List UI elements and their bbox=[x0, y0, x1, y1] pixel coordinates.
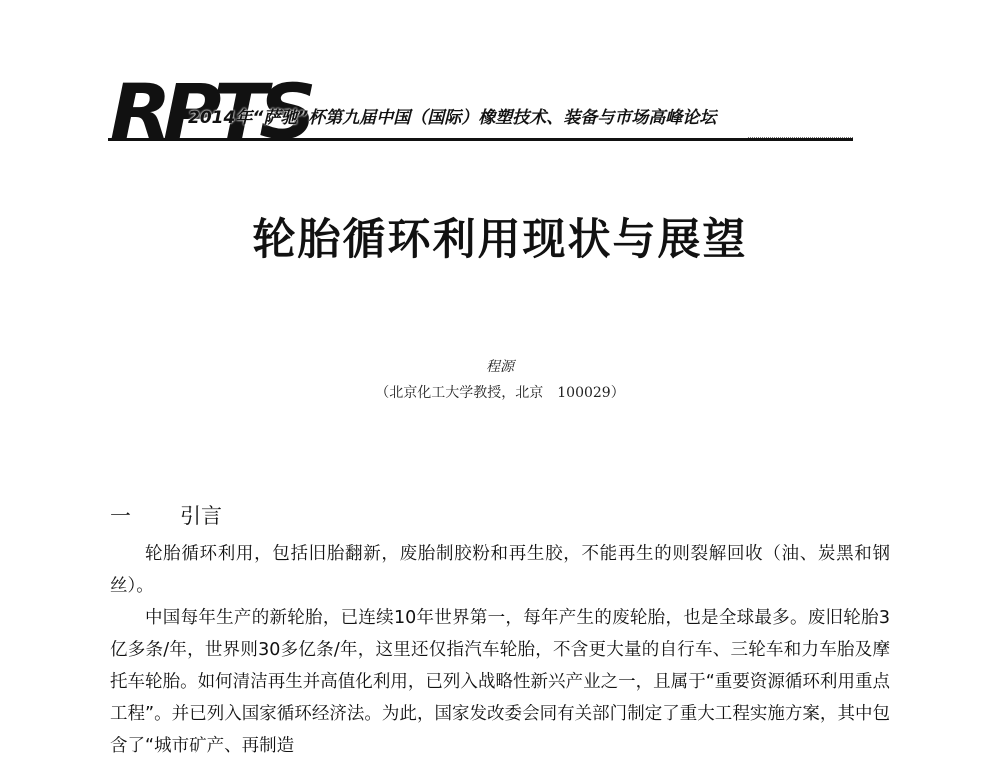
body-text bbox=[110, 538, 890, 762]
paragraph: 轮胎循环利用，包括旧胎翻新，废胎制胶粉和再生胶，不能再生的则裂解回收（油、炭黑和钢丝）。 bbox=[110, 544, 890, 596]
paragraph: 中国每年生产的新轮胎，已连续10年世界第一，每年产生的废轮胎，也是全球最多。废旧轮胎3亿多条/年，世界则30多亿条/年，这里还仅指汽车轮胎，不含更大量的自行车、三轮车和力车胎及摩托车轮胎。如何清洁再生并高值化利用，已列入战略性新兴产业之一，且属于“重要资源循环利用重点工程”。并已列入国家循环经济法。为此，国家发改委会同有关部门制定了重大工程实施方案，其中包含了“城市矿产、再制造 bbox=[110, 608, 890, 756]
section-number: 一 bbox=[110, 504, 131, 528]
conference-title: 2014年“萨驰”杯第九届中国（国际）橡塑技术、装备与市场高峰论坛 bbox=[188, 108, 717, 128]
author-name: 程源 bbox=[486, 359, 514, 375]
rpts-logo: RPTS bbox=[110, 67, 309, 156]
article-title: 轮胎循环利用现状与展望 bbox=[252, 215, 748, 265]
section-title: 引言 bbox=[180, 504, 222, 528]
conference-header bbox=[108, 67, 853, 156]
header-rule-dotted bbox=[748, 137, 853, 138]
header-rule bbox=[108, 138, 853, 141]
section-heading bbox=[110, 501, 222, 531]
author-affiliation: （北京化工大学教授，北京 100029） bbox=[375, 385, 625, 401]
